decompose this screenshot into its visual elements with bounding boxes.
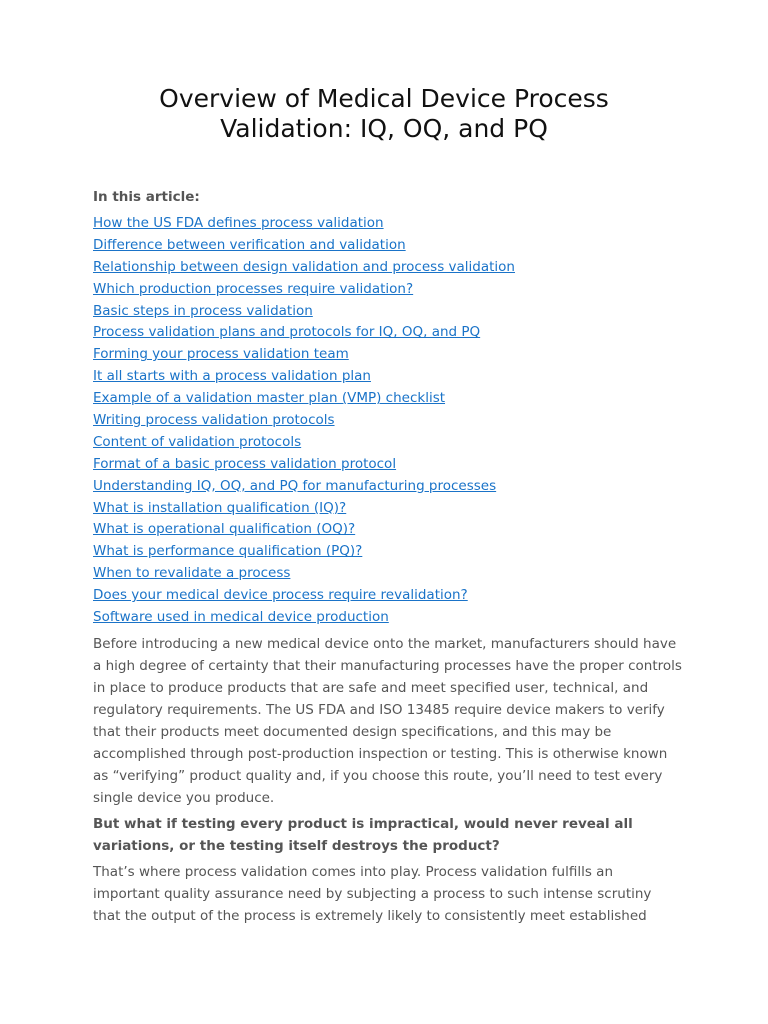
toc-link-what-is-pq[interactable]: What is performance qualification (PQ)? bbox=[93, 543, 363, 560]
body-paragraph-process-validation: That’s where process validation comes into play. Process validation fulfills an important quality assurance need by subjecting a process to such intense scrutiny that the output of the process is extremely likely to consistently meet established bbox=[93, 864, 652, 924]
toc-item bbox=[93, 498, 515, 520]
toc-item bbox=[93, 563, 515, 585]
toc-item bbox=[93, 257, 515, 279]
toc-link-validation-team[interactable]: Forming your process validation team bbox=[93, 346, 349, 363]
page-title: Overview of Medical Device Process Validation: IQ, OQ, and PQ bbox=[159, 84, 609, 143]
toc-link-fda-defines[interactable]: How the US FDA defines process validation bbox=[93, 215, 384, 231]
toc-item bbox=[93, 454, 515, 476]
toc-link-validation-plan[interactable]: It all starts with a process validation plan bbox=[93, 368, 371, 385]
toc-heading: In this article: bbox=[93, 189, 200, 205]
toc-link-protocol-format[interactable]: Format of a basic process validation protocol bbox=[93, 455, 397, 472]
toc-link-require-revalidation[interactable]: Does your medical device process require revalidation? bbox=[93, 587, 468, 604]
toc-item bbox=[93, 476, 515, 498]
toc-link-when-to-revalidate[interactable]: When to revalidate a process bbox=[93, 565, 291, 582]
toc-link-verification-vs-validation[interactable]: Difference between verification and validation bbox=[93, 236, 406, 253]
toc-link-vmp-checklist[interactable]: Example of a validation master plan (VMP) checklist bbox=[93, 390, 446, 407]
toc-link-basic-steps[interactable]: Basic steps in process validation bbox=[93, 302, 313, 319]
toc-link-plans-and-protocols[interactable]: Process validation plans and protocols for IQ, OQ, and PQ bbox=[93, 324, 481, 341]
toc-link-what-is-iq[interactable]: What is installation qualification (IQ)? bbox=[93, 499, 347, 516]
toc-item bbox=[93, 519, 515, 541]
body-paragraph-question: But what if testing every product is impractical, would never reveal all variations, or the testing itself destroys the product? bbox=[93, 816, 633, 854]
toc-link-understanding-iq-oq-pq[interactable]: Understanding IQ, OQ, and PQ for manufacturing processes bbox=[93, 477, 497, 494]
toc-link-writing-protocols[interactable]: Writing process validation protocols bbox=[93, 412, 335, 429]
toc-link-software-used[interactable]: Software used in medical device production bbox=[93, 609, 389, 626]
toc-item bbox=[93, 235, 515, 257]
toc-item bbox=[93, 301, 515, 323]
toc-link-design-vs-process-validation[interactable]: Relationship between design validation and process validation bbox=[93, 258, 515, 275]
toc-item bbox=[93, 388, 515, 410]
table-of-contents bbox=[93, 213, 515, 629]
toc-link-what-is-oq[interactable]: What is operational qualification (OQ)? bbox=[93, 521, 356, 538]
toc-item bbox=[93, 279, 515, 301]
toc-item bbox=[93, 344, 515, 366]
toc-item bbox=[93, 432, 515, 454]
toc-item bbox=[93, 410, 515, 432]
body-paragraph-intro: Before introducing a new medical device onto the market, manufacturers should have a high degree of certainty that their manufacturing processes have the proper controls in place to produce products that are safe and meet specified user, technical, and regulatory requirements. The US FDA and ISO 13485 require device makers to verify that their products meet documented design specifications, and this may be accomplished through post-production inspection or testing. This is otherwise known as “verifying” product quality and, if you choose this route, you’ll need to test every single device you produce. bbox=[93, 636, 682, 806]
toc-item bbox=[93, 607, 515, 629]
toc-item bbox=[93, 366, 515, 388]
toc-item bbox=[93, 541, 515, 563]
toc-item bbox=[93, 322, 515, 344]
toc-item bbox=[93, 585, 515, 607]
toc-item bbox=[93, 213, 515, 235]
toc-link-protocol-content[interactable]: Content of validation protocols bbox=[93, 433, 302, 450]
toc-link-which-processes[interactable]: Which production processes require validation? bbox=[93, 280, 414, 297]
